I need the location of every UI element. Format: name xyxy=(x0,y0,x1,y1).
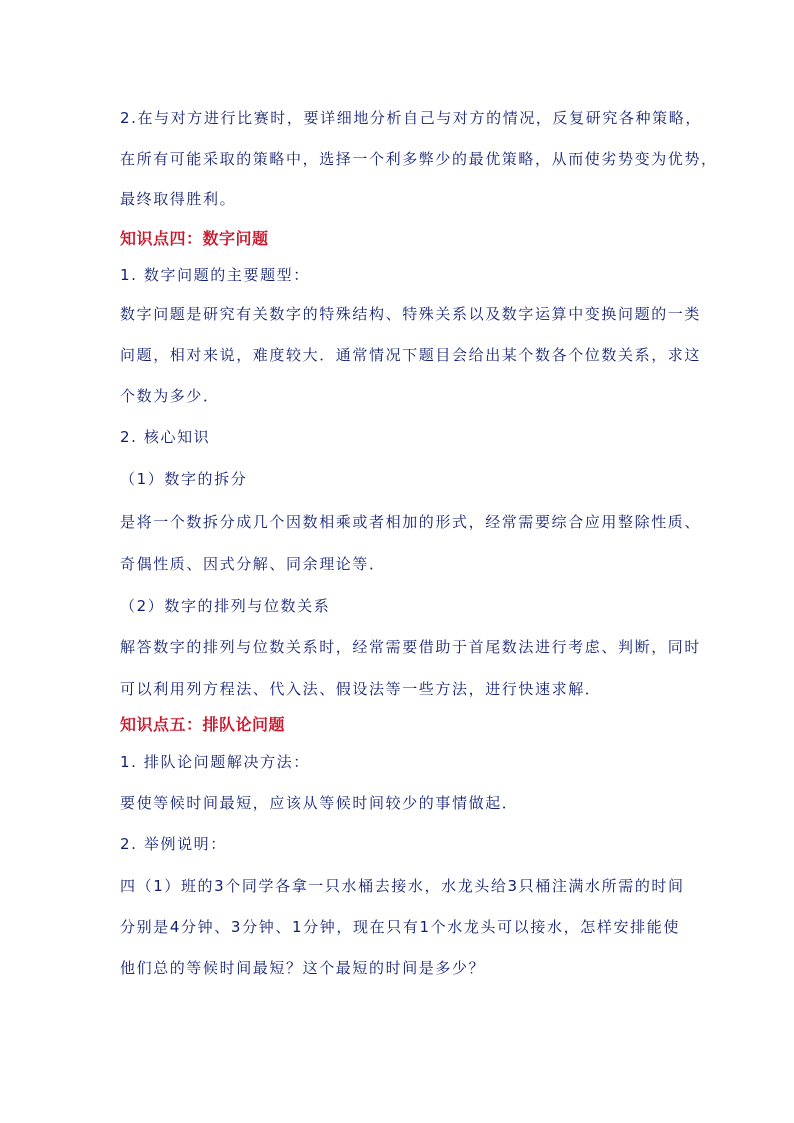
subheading: （2）数字的排列与位数关系 xyxy=(120,597,331,615)
paragraph-line: 是将一个数拆分成几个因数相乘或者相加的形式，经常需要综合应用整除性质、 xyxy=(120,513,702,531)
paragraph-line: 要使等候时间最短，应该从等候时间较少的事情做起． xyxy=(120,794,519,812)
paragraph-line: 问题，相对来说，难度较大．通常情况下题目会给出某个数各个位数关系，求这 xyxy=(120,346,702,364)
paragraph-line: 奇偶性质、因式分解、同余理论等． xyxy=(120,555,386,573)
paragraph-line: 可以利用列方程法、代入法、假设法等一些方法，进行快速求解． xyxy=(120,680,602,698)
subheading: （1）数字的拆分 xyxy=(120,470,248,488)
section-heading: 知识点五：排队论问题 xyxy=(120,715,286,734)
paragraph-line: 四（1）班的3个同学各拿一只水桶去接水，水龙头给3只桶注满水所需的时间 xyxy=(120,877,685,895)
paragraph-line: 在所有可能采取的策略中，选择一个利多弊少的最优策略，从而使劣势变为优势， xyxy=(120,150,718,168)
paragraph-line: 解答数字的排列与位数关系时，经常需要借助于首尾数法进行考虑、判断，同时 xyxy=(120,638,702,656)
paragraph-line: 他们总的等候时间最短？这个最短的时间是多少？ xyxy=(120,959,486,977)
subheading: 2. 核心知识 xyxy=(120,428,211,446)
subheading: 1. 数字问题的主要题型： xyxy=(120,266,310,284)
paragraph-line: 个数为多少． xyxy=(120,387,220,405)
section-heading: 知识点四：数字问题 xyxy=(120,229,269,248)
subheading: 1. 排队论问题解决方法： xyxy=(120,753,310,771)
paragraph-line: 最终取得胜利。 xyxy=(120,190,237,208)
paragraph-line: 2.在与对方进行比赛时，要详细地分析自己与对方的情况，反复研究各种策略， xyxy=(120,109,702,127)
paragraph-line: 分别是4分钟、3分钟、1分钟，现在只有1个水龙头可以接水，怎样安排能使 xyxy=(120,918,680,936)
subheading: 2. 举例说明： xyxy=(120,835,227,853)
paragraph-line: 数字问题是研究有关数字的特殊结构、特殊关系以及数字运算中变换问题的一类 xyxy=(120,305,702,323)
